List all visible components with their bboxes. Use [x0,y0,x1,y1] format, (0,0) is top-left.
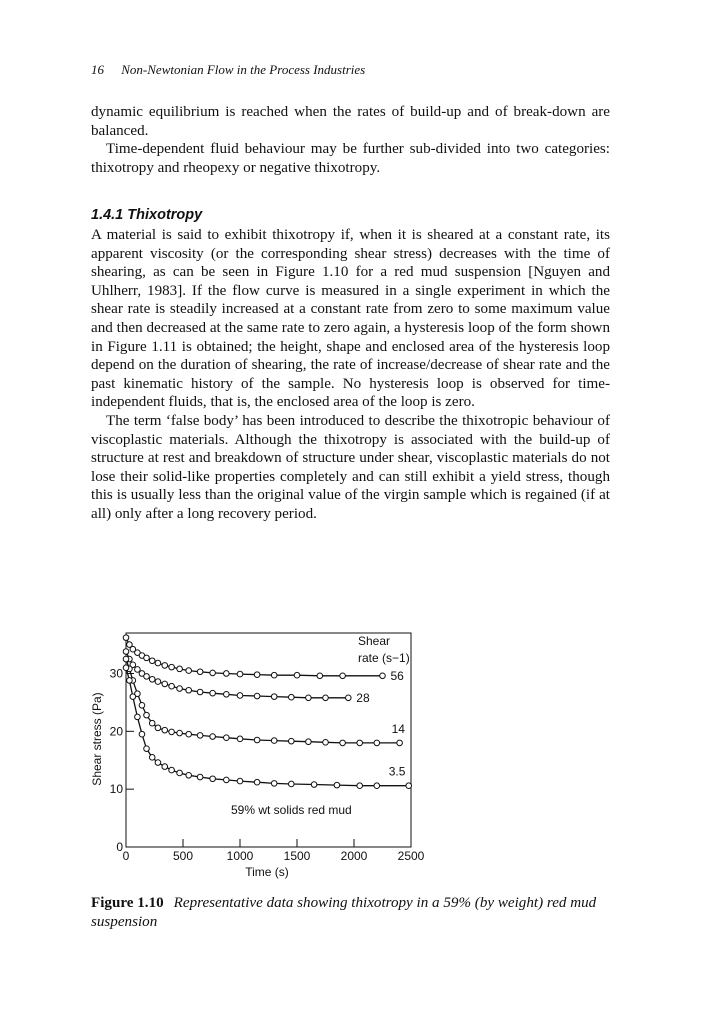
data-point [254,672,260,678]
data-point [186,772,192,778]
series-label: 56 [390,668,404,683]
data-point [340,673,346,679]
paragraph: The term ‘false body’ has been introduced to describe the thixotropic behaviour of viscoplastic materials. Although the thixotropy is associated with the build-up of structure at rest and breakdown of structure under shear, viscoplastic materials do not lose their solid-like properties completely and can still exhibit a yield stress, though this is usually less than the original value of the virgin sample which is regained (if at all) only after a long recovery period. [91,412,610,522]
data-point [210,776,216,782]
data-point [135,667,141,673]
data-point [144,746,150,752]
data-point [271,694,277,700]
data-point [162,663,168,669]
x-axis [123,839,425,863]
y-tick-label: 0 [116,840,123,854]
data-point [162,727,168,733]
data-point [340,740,346,746]
data-point [254,737,260,743]
series-label: 3.5 [388,764,406,779]
data-point [271,738,277,744]
x-tick-label: 500 [172,849,194,863]
data-point [123,649,129,655]
y-tick-label: 30 [109,666,123,681]
data-point [186,731,192,737]
legend-title-line1: Shear [358,634,391,648]
data-point [127,678,133,684]
data-point [323,740,329,746]
data-point [317,673,323,679]
data-point [155,725,161,731]
data-point [346,695,352,701]
paragraph: dynamic equilibrium is reached when the rates of build-up and of break-down are balanced. [91,104,610,139]
data-point [123,665,129,671]
data-point [237,736,243,742]
data-point [139,731,145,737]
y-tick-label: 20 [109,724,123,739]
x-tick-label: 2000 [340,849,368,863]
caption-label: Figure 1.10 [91,895,164,911]
data-point [289,738,295,744]
data-point [162,681,168,687]
running-title: Non-Newtonian Flow in the Process Industries [121,62,366,77]
data-point [237,693,243,699]
data-point [123,656,129,662]
x-tick-label: 0 [122,849,130,863]
figure-caption [91,894,631,932]
data-point [186,668,192,674]
data-point [144,674,150,680]
data-point [323,695,329,701]
series-label: 28 [356,690,370,705]
data-point [254,779,260,785]
x-tick-label: 2500 [397,849,425,863]
data-point [306,695,312,701]
data-point [210,670,216,676]
data-point [177,666,183,672]
x-tick-label: 1000 [226,849,254,863]
data-point [169,767,175,773]
data-point [149,658,155,664]
data-point [294,672,300,678]
data-point [197,774,203,780]
data-point [149,720,155,726]
data-point [289,781,295,787]
data-point [169,664,175,670]
x-axis-label: Time (s) [245,865,289,879]
series-label: 14 [391,721,405,736]
data-point [177,730,183,736]
data-point [169,683,175,689]
data-point [197,689,203,695]
data-point [311,782,317,788]
data-point [224,777,230,783]
paragraph: A material is said to exhibit thixotropy if, when it is sheared at a constant rate, its apparent viscosity (or the corresponding shear stress) decreases with the time of shearing, as can be seen in Figure 1.10 for a red mud suspension [Nguyen and Uhlherr, 1983]. If the flow curve is measured in a single experiment in which the shear rate is steadily increased at a constant rate from zero to some maximum value and then decreased at the same rate to zero again, a hysteresis loop of the form shown in Figure 1.11 is obtained; the height, shape and enclosed area of the hysteresis loop depend on the duration of shearing, the rate of increase/decrease of shear rate and the past kinematic history of the sample. No hysteresis loop is observed for time-independent fluids, that is, the enclosed area of the loop is zero. [91,227,610,411]
data-point [380,673,386,679]
data-point [334,782,340,788]
data-point [130,694,136,700]
data-point [357,783,363,789]
page-number: 16 [91,62,104,77]
data-point [155,660,161,666]
data-point [306,739,312,745]
data-point [177,770,183,776]
data-point [169,729,175,735]
data-point [271,672,277,678]
x-tick-label: 1500 [283,849,311,863]
paragraph: Time-dependent fluid behaviour may be further sub-divided into two categories: thixotropy and rheopexy or negative thixotropy. [91,141,610,176]
data-point [123,635,129,641]
data-point [357,740,363,746]
series-line [126,638,383,676]
data-point [374,740,380,746]
y-tick-label: 10 [109,782,123,797]
data-point [237,671,243,677]
section-heading: 1.4.1 Thixotropy [91,207,203,223]
data-point [155,760,161,766]
data-point [162,764,168,770]
data-point [397,740,403,746]
data-point [139,702,145,708]
data-point [197,669,203,675]
data-point [210,690,216,696]
data-point [271,781,277,787]
data-point [155,679,161,685]
data-point [237,778,243,784]
data-point [149,676,155,682]
data-point [144,655,150,661]
data-point [197,733,203,739]
data-point [210,734,216,740]
data-point [406,783,412,789]
data-point [289,694,295,700]
data-point [144,712,150,718]
caption-text: Representative data showing thixotropy in a 59% (by weight) red mud suspension [91,895,597,930]
data-point [224,692,230,698]
data-point [177,686,183,692]
data-point [224,671,230,677]
data-point [135,714,141,720]
data-point [224,735,230,741]
data-point [254,693,260,699]
data-point [149,755,155,761]
data-point [186,687,192,693]
legend-title-line2: rate (s−1) [358,651,410,665]
series-28 [123,649,370,705]
chart-annotation: 59% wt solids red mud [231,803,352,817]
data-point [374,783,380,789]
y-axis-label: Shear stress (Pa) [90,692,104,786]
